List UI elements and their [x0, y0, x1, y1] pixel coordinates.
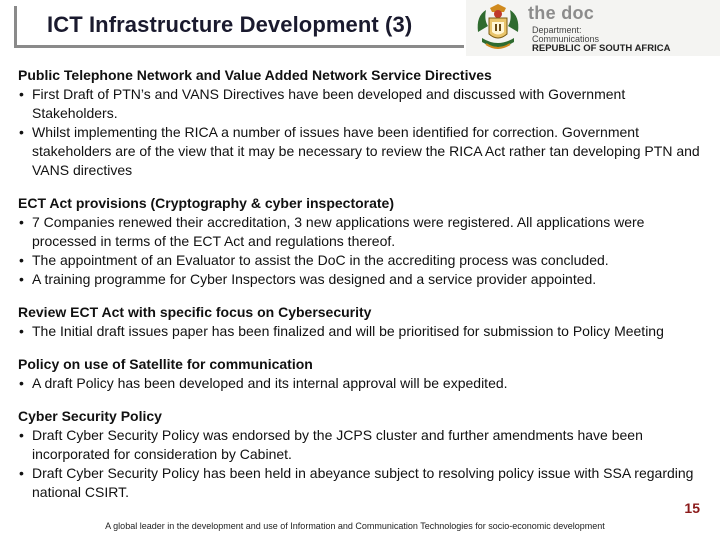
bullet-list: [18, 85, 708, 180]
bullet-item: • The Initial draft issues paper has been finalized and will be prioritised for submission to Policy Meeting: [18, 322, 708, 341]
section-heading: Policy on use of Satellite for communication: [18, 356, 313, 372]
bullet-item: • A draft Policy has been developed and its internal approval will be expedited.: [18, 374, 708, 393]
bullet-list: [18, 322, 708, 341]
bullet-list: [18, 374, 708, 393]
logo-department-label: Department:: [532, 25, 582, 35]
bullet-item: • A training programme for Cyber Inspectors was designed and a service provider appointed.: [18, 270, 708, 289]
coat-of-arms-icon: [472, 2, 524, 54]
section-ptn-vans: [18, 66, 708, 180]
bullet-item: • Whilst implementing the RICA a number of issues have been identified for correction. Government stakeholders are of the view that it may be necessary to review the RICA Act rather tan developing PTN and VANS directives: [18, 123, 708, 180]
bullet-item: • Draft Cyber Security Policy has been held in abeyance subject to resolving policy issue with SSA regarding national CSIRT.: [18, 464, 708, 502]
bullet-item: • First Draft of PTN’s and VANS Directives have been developed and discussed with Government Stakeholders.: [18, 85, 708, 123]
section-ect-review: [18, 303, 708, 341]
bullet-list: [18, 213, 708, 289]
page-number: 15: [684, 500, 700, 516]
logo-wordmark: the doc: [528, 3, 595, 23]
logo-department-name: Communications: [532, 34, 600, 44]
section-heading: Cyber Security Policy: [18, 408, 162, 424]
bullet-item: • 7 Companies renewed their accreditation, 3 new applications were registered. All applications were processed in terms of the ECT Act and regulations thereof.: [18, 213, 708, 251]
section-heading: ECT Act provisions (Cryptography & cyber inspectorate): [18, 195, 394, 211]
section-ect-provisions: [18, 194, 708, 289]
section-satellite-policy: [18, 355, 708, 393]
bullet-item: • The appointment of an Evaluator to assist the DoC in the accrediting process was concluded.: [18, 251, 708, 270]
title-bar: [14, 6, 464, 48]
section-cyber-policy: [18, 407, 708, 502]
section-heading: Review ECT Act with specific focus on Cybersecurity: [18, 304, 372, 320]
bullet-item: • Draft Cyber Security Policy was endorsed by the JCPS cluster and further amendments have been incorporated for consideration by Cabinet.: [18, 426, 708, 464]
slide-content: [18, 66, 708, 516]
department-logo: [466, 0, 720, 56]
bullet-list: [18, 426, 708, 502]
footer-tagline: A global leader in the development and use of Information and Communication Technologies for socio-economic development: [105, 521, 605, 531]
page-title: ICT Infrastructure Development (3): [47, 12, 413, 37]
logo-country: REPUBLIC OF SOUTH AFRICA: [532, 43, 671, 54]
section-heading: Public Telephone Network and Value Added Network Service Directives: [18, 67, 492, 83]
